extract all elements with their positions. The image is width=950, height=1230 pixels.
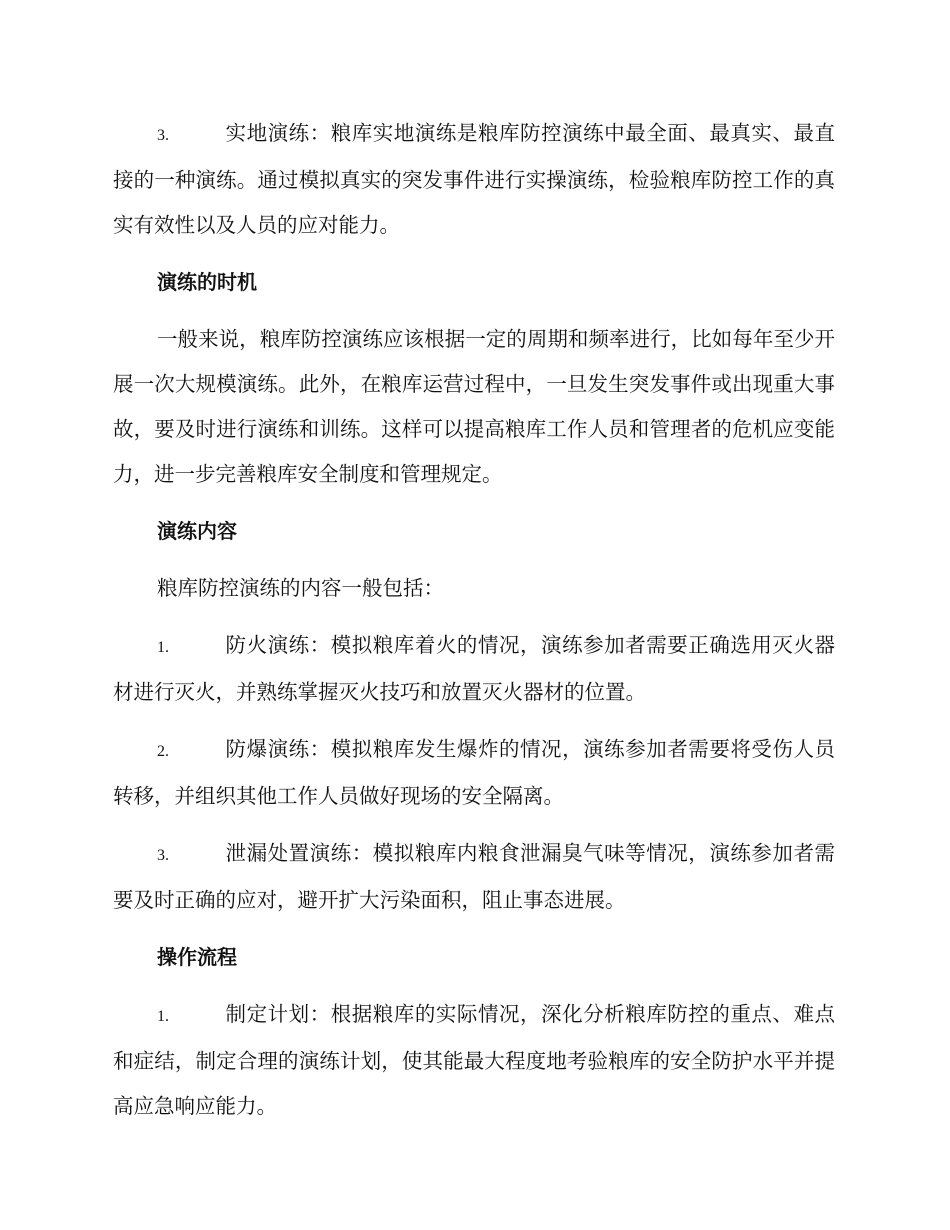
list-number: 1. <box>157 1008 169 1025</box>
document-body <box>113 111 835 1141</box>
list-item-plan <box>113 992 835 1129</box>
list-number: 1. <box>157 639 169 656</box>
paragraph-content-intro: 粮库防控演练的内容一般包括： <box>157 576 444 600</box>
list-number: 3. <box>157 127 169 144</box>
list-item-text: 制定计划：根据粮库的实际情况，深化分析粮库防控的重点、难点和症结，制定合理的演练计划，使其能最大程度地考验粮库的安全防护水平并提高应急响应能力。 <box>113 1002 835 1118</box>
list-item-text: 防火演练：模拟粮库着火的情况，演练参加者需要正确选用灭火器材进行灭火，并熟练掌握灭火技巧和放置灭火器材的位置。 <box>113 633 835 704</box>
list-item-text: 泄漏处置演练：模拟粮库内粮食泄漏臭气味等情况，演练参加者需要及时正确的应对，避开扩大污染面积，阻止事态进展。 <box>113 841 835 912</box>
list-item-text: 实地演练：粮库实地演练是粮库防控演练中最全面、最真实、最直接的一种演练。通过模拟真实的突发事件进行实操演练，检验粮库防控工作的真实有效性以及人员的应对能力。 <box>113 121 835 237</box>
section-heading-content: 演练内容 <box>157 519 237 543</box>
list-item-drill-field <box>113 111 835 248</box>
list-item-text: 防爆演练：模拟粮库发生爆炸的情况，演练参加者需要将受伤人员转移，并组织其他工作人员做好现场的安全隔离。 <box>113 737 835 808</box>
list-item-leak-drill <box>113 831 835 923</box>
list-number: 3. <box>157 847 169 864</box>
list-item-fire-drill <box>113 623 835 715</box>
list-item-explosion-drill <box>113 727 835 819</box>
list-number: 2. <box>157 743 169 760</box>
paragraph-timing: 一般来说，粮库防控演练应该根据一定的周期和频率进行，比如每年至少开展一次大规模演练。此外，在粮库运营过程中，一旦发生突发事件或出现重大事故，要及时进行演练和训练。这样可以提高粮库工作人员和管理者的危机应变能力，进一步完善粮库安全制度和管理规定。 <box>113 327 835 486</box>
section-heading-procedure: 操作流程 <box>157 945 237 969</box>
section-heading-timing: 演练的时机 <box>157 270 257 294</box>
